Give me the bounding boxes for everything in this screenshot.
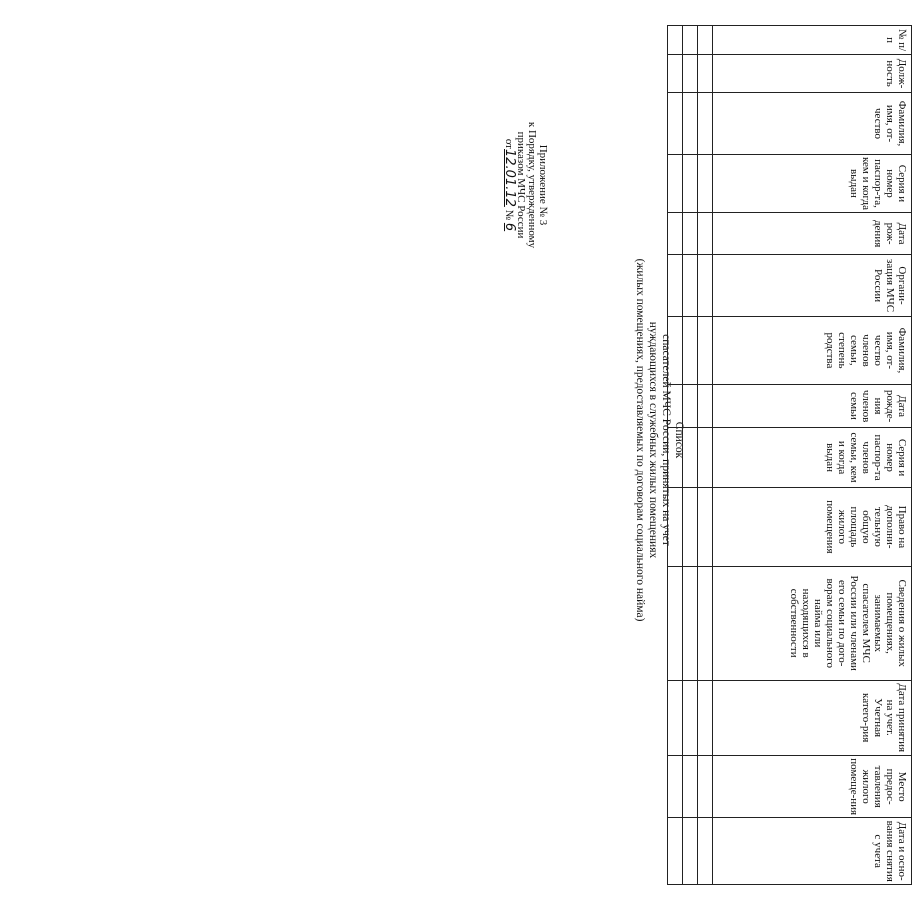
table-cell [683, 566, 698, 680]
table-header-row [713, 26, 912, 885]
table-cell [668, 384, 683, 427]
header-registration-date: Дата принятия на учет. Учетная катего-рия [713, 680, 912, 755]
table-cell [668, 255, 683, 317]
table-cell [698, 55, 713, 93]
table-cell [683, 26, 698, 55]
table-cell [668, 566, 683, 680]
table-cell [698, 93, 713, 155]
header-birth-date: Дата рож-дения [713, 213, 912, 255]
appendix-block [503, 85, 548, 285]
table-cell [698, 154, 713, 212]
appendix-procedure: к Порядку, утвержденному [526, 121, 538, 249]
table-cell [698, 316, 713, 384]
order-date-handwritten: 12.01.12 [502, 149, 517, 207]
register-table [667, 25, 912, 885]
table-cell [698, 818, 713, 885]
table-row [683, 26, 698, 885]
table-cell [698, 255, 713, 317]
table-cell [698, 26, 713, 55]
table-cell [683, 680, 698, 755]
table-cell [668, 428, 683, 488]
table-cell [683, 255, 698, 317]
table-cell [683, 487, 698, 566]
header-full-name: Фамилия, имя, от-чество [713, 93, 912, 155]
table-cell [668, 26, 683, 55]
header-family-members: Фамилия, имя, от-чество членов семьи, степень родства [713, 316, 912, 384]
title-line-3: нуждающихся в служебных жилых помещениях [647, 321, 659, 559]
table-cell [668, 93, 683, 155]
table-row [668, 26, 683, 885]
table-cell [698, 384, 713, 427]
table-cell [668, 680, 683, 755]
order-number-handwritten: 6 [502, 222, 517, 232]
table-cell [698, 487, 713, 566]
header-family-passport: Серия и номер паспор-та членов семьи, кем и когда выдан [713, 428, 912, 488]
table-cell [668, 487, 683, 566]
table-cell [668, 154, 683, 212]
header-housing-place: Место предос-тавления жилого помеще-ния [713, 755, 912, 818]
header-position: Долж-ность [713, 55, 912, 93]
header-family-birth-date: Дата рожде-ния членов семьи [713, 384, 912, 427]
header-housing-info: Сведения о жилых помещениях, занимаемых спасателем МЧС России или членами его семьи по дого-ворам социального найма или находящихся в собственности [713, 566, 912, 680]
table-cell [683, 93, 698, 155]
table-cell [683, 755, 698, 818]
title-line-2: спасателей МЧС России, принятых на учет [660, 334, 672, 546]
header-additional-area: Право на дополни-тельную общую площадь жилого помещения [713, 487, 912, 566]
appendix-number: Приложение № 3 [537, 144, 549, 226]
table-cell [668, 316, 683, 384]
title-line-1: Список [673, 421, 685, 459]
table-cell [668, 55, 683, 93]
title-line-4: (жилых помещениях, предоставляемых по договорам социального найма) [634, 258, 646, 622]
table-cell [683, 818, 698, 885]
rotated-sheet [460, 0, 920, 905]
table-cell [668, 755, 683, 818]
table-cell [683, 154, 698, 212]
header-organization: Органи-зация МЧС России [713, 255, 912, 317]
table-cell [683, 316, 698, 384]
header-removal: Дата и осно-вания снятия с учета [713, 818, 912, 885]
table-cell [683, 384, 698, 427]
table-cell [698, 566, 713, 680]
table-cell [698, 680, 713, 755]
header-passport: Серия и номер паспор-та, кем и когда выдан [713, 154, 912, 212]
table-cell [698, 428, 713, 488]
table-cell [668, 213, 683, 255]
header-number: № п/п [713, 26, 912, 55]
table-cell [698, 213, 713, 255]
table-cell [698, 755, 713, 818]
order-number-prefix: № [503, 209, 515, 221]
appendix-order: приказом МЧС России [515, 131, 527, 239]
table-row [698, 26, 713, 885]
table-cell [683, 55, 698, 93]
table-cell [683, 213, 698, 255]
table-cell [668, 818, 683, 885]
table-cell [683, 428, 698, 488]
order-date-prefix: от [503, 138, 515, 149]
appendix-order-date-line [503, 85, 515, 285]
